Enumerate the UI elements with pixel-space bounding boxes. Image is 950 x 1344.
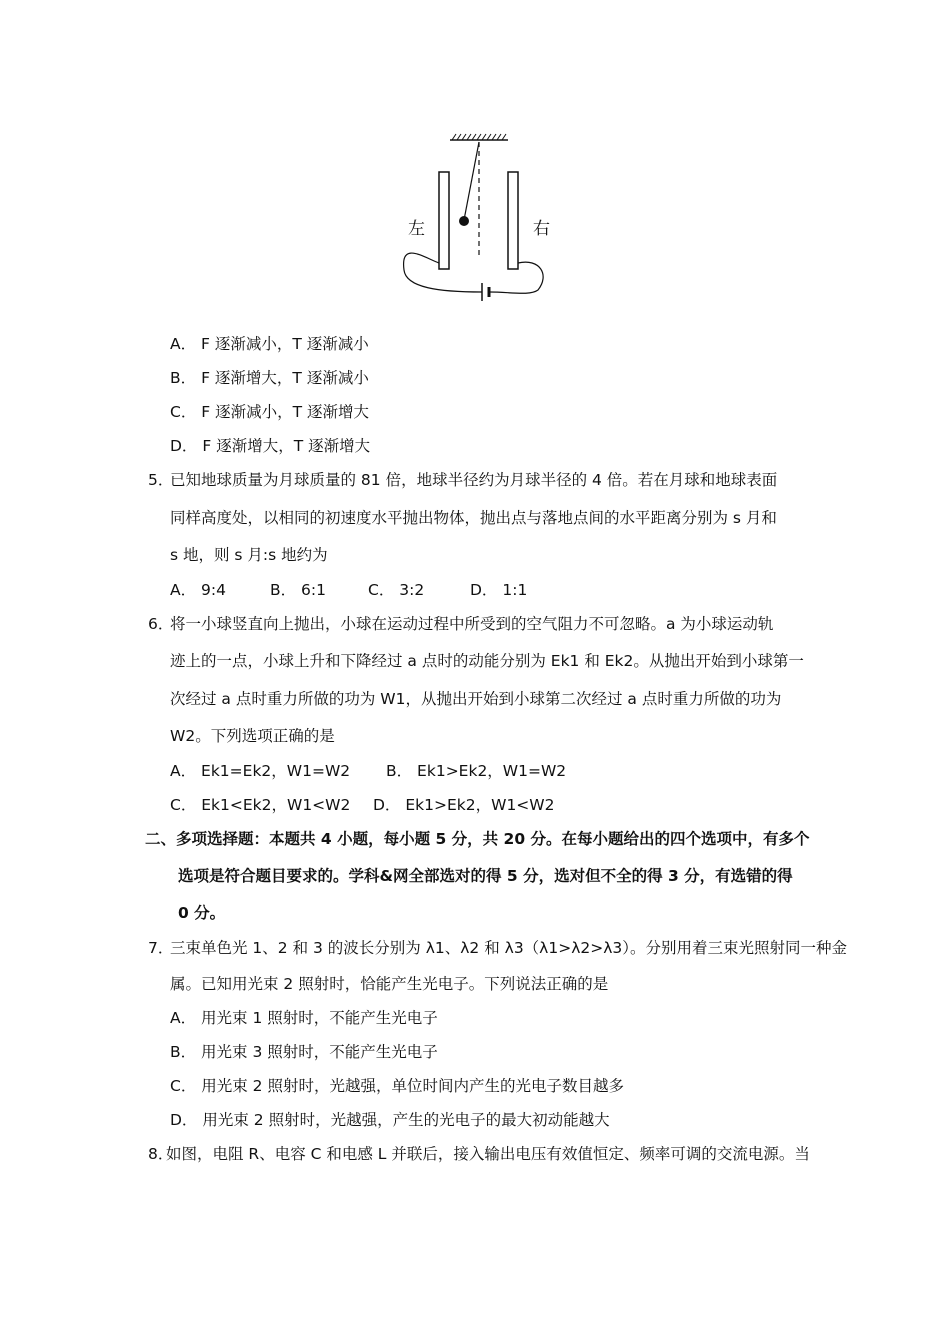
q5-line1: 已知地球质量为月球质量的 81 倍，地球半径约为月球半径的 4 倍。若在月球和地球表面 xyxy=(170,471,778,489)
q5-option-c: C． 3:2 xyxy=(368,581,425,599)
q6-line4: W2。下列选项正确的是 xyxy=(170,727,335,745)
q6-line2: 迹上的一点，小球上升和下降经过 a 点时的动能分别为 Ek1 和 Ek2。从抛出开始到小球第一 xyxy=(170,652,804,670)
q5-option-a: A． 9:4 xyxy=(170,581,226,599)
q8-line1: 如图，电阻 R、电容 C 和电感 L 并联后，接入输出电压有效值恒定、频率可调的交流电源。当 xyxy=(166,1145,810,1163)
q7-option-a: A． 用光束 1 照射时，不能产生光电子 xyxy=(170,1009,438,1027)
capacitor-pendulum-figure xyxy=(390,130,560,305)
section2-line3: 0 分。 xyxy=(178,904,226,922)
q7-option-b: B． 用光束 3 照射时，不能产生光电子 xyxy=(170,1043,438,1061)
q4-option-c: C． F 逐渐减小，T 逐渐增大 xyxy=(170,403,370,421)
q7-option-c: C． 用光束 2 照射时，光越强，单位时间内产生的光电子数目越多 xyxy=(170,1077,624,1095)
left-plate xyxy=(439,172,449,269)
section2-line2: 选项是符合题目要求的。学科&网全部选对的得 5 分，选对但不全的得 3 分，有选错的得 xyxy=(178,867,793,885)
right-label: 右 xyxy=(533,219,550,239)
q4-option-d: D． F 逐渐增大，T 逐渐增大 xyxy=(170,437,371,455)
q4-option-b: B． F 逐渐增大，T 逐渐减小 xyxy=(170,369,369,387)
q4-option-a: A． F 逐渐减小，T 逐渐减小 xyxy=(170,335,369,353)
q5-option-b: B． 6:1 xyxy=(270,581,327,599)
q6-line3: 次经过 a 点时重力所做的功为 W1，从抛出开始到小球第二次经过 a 点时重力所做的功为 xyxy=(170,690,782,708)
right-plate xyxy=(508,172,518,269)
q6-option-c: C． Ek1<Ek2，W1<W2 xyxy=(170,796,351,814)
q5-option-d: D． 1:1 xyxy=(470,581,528,599)
section2-line1: 二、多项选择题：本题共 4 小题，每小题 5 分，共 20 分。在每小题给出的四个选项中，有多个 xyxy=(145,830,810,848)
q7-line2: 属。已知用光束 2 照射时，恰能产生光电子。下列说法正确的是 xyxy=(170,975,609,993)
q6-option-b: B． Ek1>Ek2，W1=W2 xyxy=(386,762,567,780)
q7-line1: 三束单色光 1、2 和 3 的波长分别为 λ1、λ2 和 λ3（λ1>λ2>λ3）。分别用着三束光照射同一种金 xyxy=(170,939,848,957)
ball xyxy=(459,216,469,226)
q6-number: 6． xyxy=(148,615,174,633)
left-label: 左 xyxy=(408,219,425,239)
q6-option-a: A． Ek1=Ek2，W1=W2 xyxy=(170,762,351,780)
q6-option-d: D． Ek1>Ek2，W1<W2 xyxy=(373,796,555,814)
q5-line3: s 地，则 s 月:s 地约为 xyxy=(170,546,328,564)
q5-number: 5． xyxy=(148,471,174,489)
q8-number: 8． xyxy=(148,1145,174,1163)
q5-line2: 同样高度处，以相同的初速度水平抛出物体，抛出点与落地点间的水平距离分别为 s 月和 xyxy=(170,509,777,527)
q6-line1: 将一小球竖直向上抛出，小球在运动过程中所受到的空气阻力不可忽略。a 为小球运动轨 xyxy=(170,615,774,633)
q7-number: 7． xyxy=(148,939,174,957)
q7-option-d: D． 用光束 2 照射时，光越强，产生的光电子的最大初动能越大 xyxy=(170,1111,610,1129)
